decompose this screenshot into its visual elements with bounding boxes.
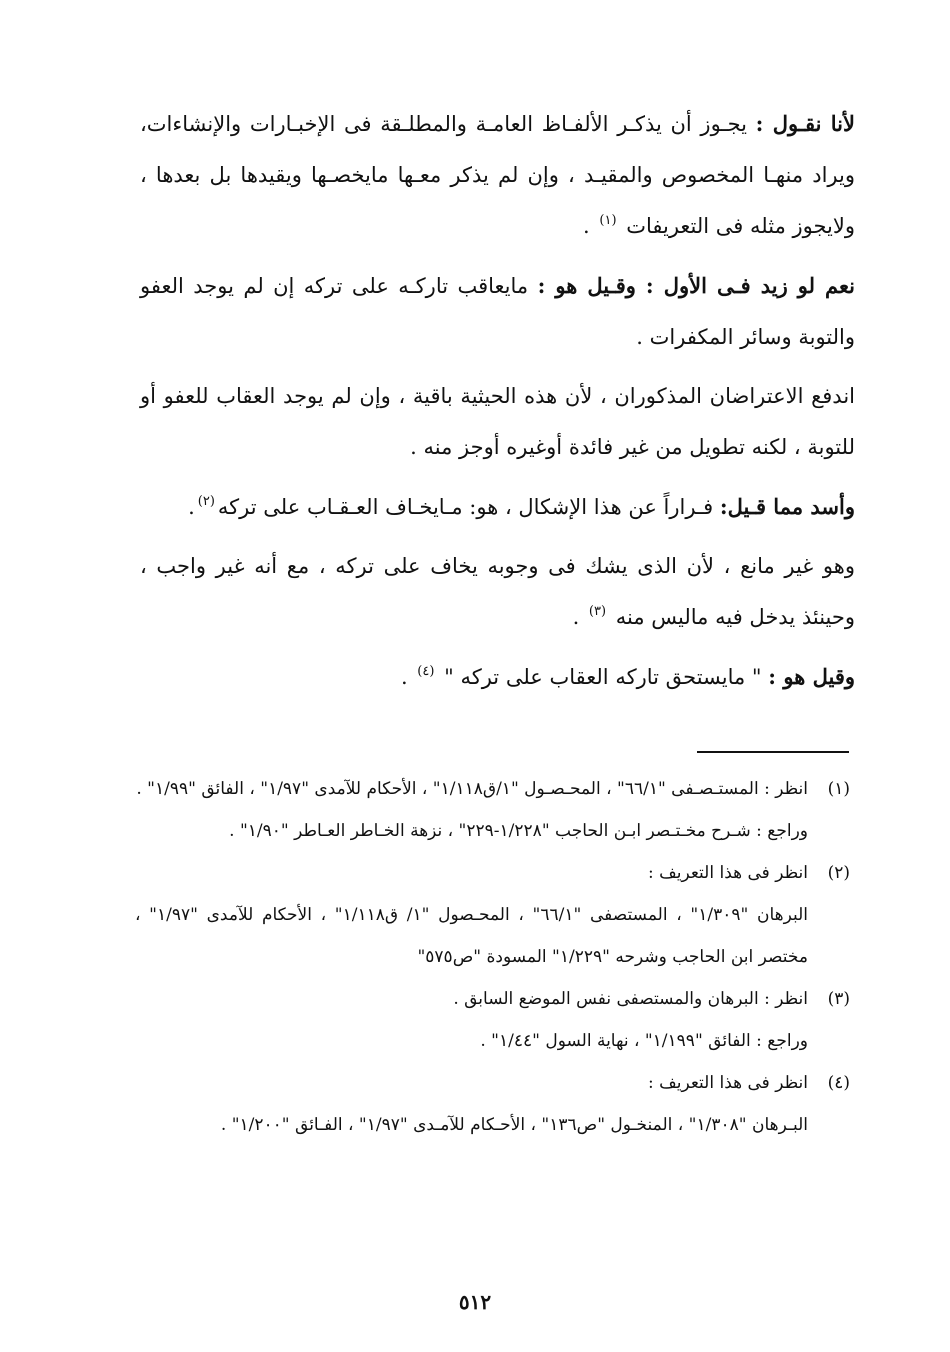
- paragraph-tail: .: [572, 605, 586, 629]
- paragraph-text: يجـوز أن يذكـر الألفـاظ العامـة والمطلـقة فى الإخبـارات والإنشاءات، ويراد منهـا المخصوص والمقيـد ، وإن لم يذكر معـها مايخصـها ويقيدها بل بعدها ، ولايجوز مثله فى التعريفات: [140, 112, 855, 238]
- paragraph-text: اندفع الاعتراضان المذكوران ، لأن هذه الحيثية باقية ، وإن لم يوجد العقاب للعفو أو للتوبة ، لكنه تطويل من غير فائدة أوغيره أوجز منه .: [140, 384, 855, 459]
- footnote-text: انظر فى هذا التعريف :: [648, 863, 808, 883]
- footnote-1-sub: وراجع : شـرح مخـتـصر ابـن الحاجب "١/٢٢٨-٢٢٩" ، نزهة الخـاطر العـاطر "١/٩٠" .: [229, 821, 808, 841]
- paragraph-text: مايعاقب تاركـه على تركه إن لم يوجد العفو والتوبة وسائر المكفرات .: [140, 274, 855, 349]
- paragraph-5: [140, 541, 855, 643]
- paragraph-lead: وأسد مما قـيل:: [719, 494, 855, 519]
- footnote-number: (٣): [827, 989, 850, 1009]
- paragraph-lead: لأنا نقـول :: [755, 111, 855, 136]
- paragraph-lead: نعم لو زيد فـى الأول : وقـيل هو :: [537, 273, 855, 298]
- footnote-1: [135, 768, 850, 810]
- paragraph-3: [140, 371, 855, 473]
- footnote-divider: [697, 751, 849, 753]
- paragraph-2: [140, 260, 855, 363]
- page-number: ٥١٢: [458, 1290, 492, 1314]
- footnote-number: (١): [827, 779, 850, 799]
- footnote-ref[interactable]: (٣): [588, 604, 607, 619]
- footnote-ref[interactable]: (٢): [197, 494, 215, 509]
- paragraph-text: " مايستحق تاركه العقاب على تركه ": [444, 665, 769, 689]
- paragraph-tail: .: [188, 495, 195, 519]
- footnotes: [135, 768, 850, 1146]
- footnote-3: [135, 978, 850, 1020]
- footnote-number: (٢): [827, 863, 850, 883]
- footnote-4-sub: البـرهان "١/٣٠٨" ، المنخـول "ص١٣٦" ، الأحـكام للآمـدى "١/٩٧" ، الفـائق "١/٢٠٠" .: [220, 1115, 808, 1135]
- footnote-ref[interactable]: (٤): [417, 664, 435, 679]
- paragraph-text: فـراراً عن هذا الإشكال ، هو: مـايخـاف العـقـاب على تركه: [217, 495, 720, 519]
- footnote-2-sub: البرهان "١/٣٠٩" ، المستصفى "٦٦/١" ، المحـصول "١/ ق١/١١٨" ، الأحكام للآمدى "١/٩٧" ، مختصر ابن الحاجب وشرحه "١/٢٢٩" المسودة "ص٥٧٥": [135, 905, 809, 967]
- paragraph-4: [140, 481, 855, 533]
- footnote-2: [135, 852, 850, 894]
- paragraph-tail: .: [400, 665, 415, 689]
- footnote-text: انظر : البرهان والمستصفى نفس الموضع السابق .: [453, 989, 808, 1009]
- footnote-3-sub: وراجع : الفائق "١/١٩٩" ، نهاية السول "١/٤٤" .: [480, 1031, 808, 1051]
- footnote-ref[interactable]: (١): [599, 213, 617, 228]
- paragraph-tail: .: [583, 214, 597, 238]
- paragraph-6: [140, 651, 855, 703]
- main-text: [140, 98, 855, 711]
- paragraph-text: وهو غير مانع ، لأن الذى يشك فى وجوبه يخاف على تركه ، مع أنه غير واجب ، وحينئذ يدخل فيه ماليس منه: [140, 554, 855, 629]
- paragraph-lead: وقيل هو :: [768, 664, 855, 689]
- paragraph-1: [140, 98, 855, 252]
- footnote-text: انظر فى هذا التعريف :: [648, 1073, 808, 1093]
- footnote-4: [135, 1062, 850, 1104]
- footnote-number: (٤): [827, 1073, 850, 1093]
- footnote-text: انظر : المستـصـفى "٦٦/١" ، المحـصـول "١/ق١/١١٨" ، الأحكام للآمدى "١/٩٧" ، الفائق "١/٩٩" .: [136, 779, 808, 799]
